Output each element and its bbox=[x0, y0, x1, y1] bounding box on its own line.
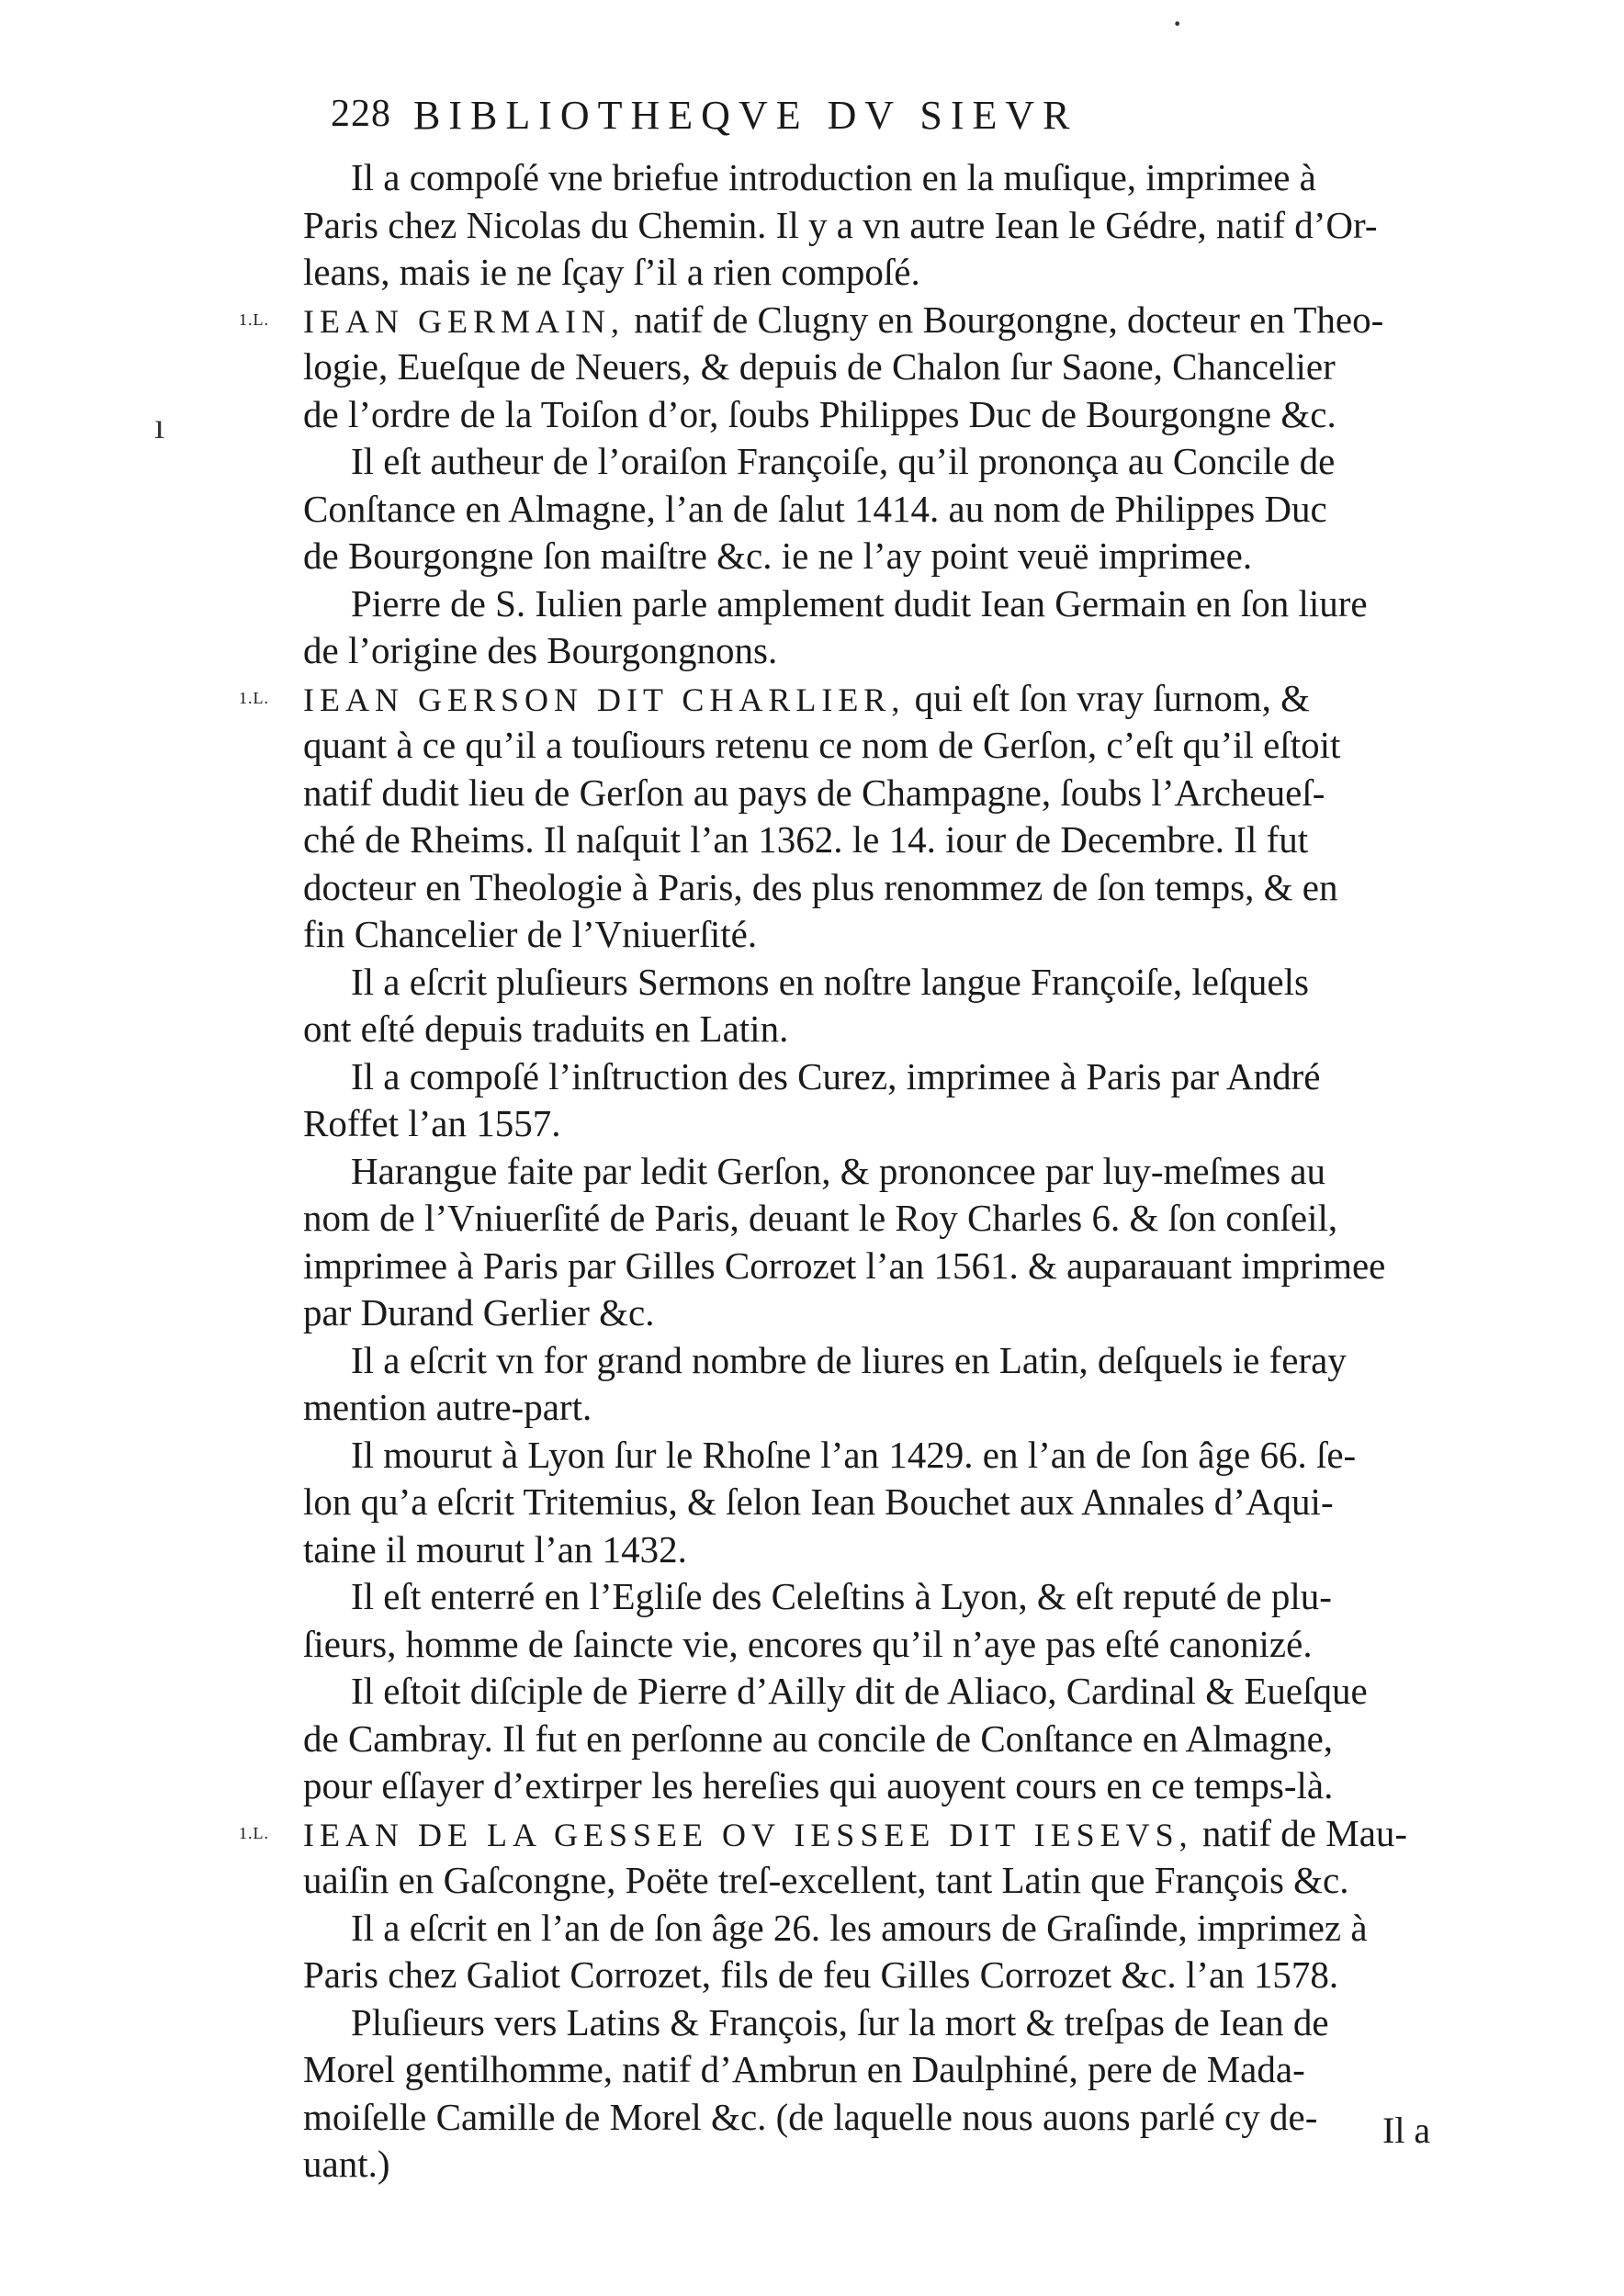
text-line bbox=[303, 722, 1451, 770]
margin-note: 1.L. bbox=[239, 688, 269, 707]
line-text: Paris chez Galiot Corrozet, fils de feu Gilles Corrozet &c. l’an 1578. bbox=[303, 1953, 1339, 1996]
text-line bbox=[303, 391, 1451, 439]
text-line bbox=[303, 1006, 1451, 1053]
entry-line bbox=[239, 1810, 1451, 1858]
line-text: ont eſté depuis traduits en Latin. bbox=[303, 1007, 789, 1050]
text-line bbox=[303, 816, 1451, 864]
entry-line bbox=[239, 297, 1451, 344]
line-text: ſieurs, homme de ſaincte vie, encores qu’il n’aye pas eſté canonizé. bbox=[303, 1622, 1313, 1665]
text-line bbox=[303, 1148, 1451, 1196]
text-line bbox=[303, 1479, 1451, 1526]
line-text: Pierre de S. Iulien parle amplement dudit Iean Germain en ſon liure bbox=[351, 581, 1368, 625]
text-line bbox=[303, 1905, 1451, 1953]
text-line bbox=[303, 1195, 1451, 1243]
text-line bbox=[303, 1857, 1451, 1905]
text-line bbox=[303, 911, 1451, 959]
line-text: de l’ordre de la Toiſon d’or, ſoubs Philippes Duc de Bourgongne &c. bbox=[303, 392, 1336, 435]
text-line bbox=[303, 1762, 1451, 1810]
line-text: fin Chancelier de l’Vniuerſité. bbox=[303, 913, 758, 955]
entry-line bbox=[239, 675, 1451, 723]
line-text: qui eſt ſon vray ſurnom, & bbox=[905, 676, 1311, 719]
text-line bbox=[303, 1384, 1451, 1432]
line-text: Roffet l’an 1557. bbox=[303, 1102, 561, 1144]
page-header bbox=[331, 92, 1286, 147]
line-text: Il eſt enterré en l’Egliſe des Celeſtins à Lyon, & eſt reputé de plu- bbox=[351, 1575, 1332, 1617]
text-line bbox=[303, 627, 1451, 675]
text-line bbox=[303, 1243, 1451, 1290]
line-text: Il a compoſé vne briefue introduction en la muſique, imprimee à bbox=[351, 156, 1316, 198]
margin-mark: · bbox=[1171, 3, 1184, 44]
line-text: nom de l’Vniuerſité de Paris, deuant le Roy Charles 6. & ſon conſeil, bbox=[303, 1197, 1338, 1239]
line-text: uant.) bbox=[303, 2143, 390, 2185]
line-text: Il a compoſé l’inſtruction des Curez, imprimee à Paris par André bbox=[351, 1054, 1321, 1097]
text-line bbox=[303, 1053, 1451, 1101]
line-text: Il a eſcrit en l’an de ſon âge 26. les amours de Graſinde, imprimez à bbox=[351, 1906, 1368, 1949]
line-text: par Durand Gerlier &c. bbox=[303, 1291, 655, 1334]
line-text: Il mourut à Lyon ſur le Rhoſne l’an 1429. en l’an de ſon âge 66. ſe- bbox=[351, 1433, 1357, 1476]
line-text: Paris chez Nicolas du Chemin. Il y a vn autre Iean le Gédre, natif d’Or- bbox=[303, 203, 1378, 246]
text-line bbox=[303, 2094, 1451, 2142]
line-text: imprimee à Paris par Gilles Corrozet l’an 1561. & auparauant imprimee bbox=[303, 1244, 1386, 1287]
line-text: Il eſtoit diſciple de Pierre d’Ailly dit de Aliaco, Cardinal & Eueſque bbox=[351, 1670, 1368, 1712]
text-line bbox=[303, 2141, 1451, 2189]
line-text: lon qu’a eſcrit Tritemius, & ſelon Iean Bouchet aux Annales d’Aqui- bbox=[303, 1480, 1334, 1523]
line-text: pour eſſayer d’extirper les hereſies qui auoyent cours en ce temps-là. bbox=[303, 1764, 1334, 1806]
text-line bbox=[303, 1432, 1451, 1480]
entry-heading: IEAN DE LA GESSEE OV IESSEE DIT IESEVS, bbox=[303, 1816, 1193, 1853]
text-line bbox=[303, 533, 1451, 580]
line-text: taine il mourut l’an 1432. bbox=[303, 1527, 687, 1570]
text-body bbox=[239, 154, 1451, 2189]
margin-note: 1.L. bbox=[239, 1823, 269, 1842]
text-line bbox=[303, 1100, 1451, 1148]
entry-heading: IEAN GERMAIN, bbox=[303, 302, 625, 340]
text-line bbox=[303, 343, 1451, 391]
text-line bbox=[303, 1716, 1451, 1763]
line-text: Conſtance en Almagne, l’an de ſalut 1414. au nom de Philippes Duc bbox=[303, 487, 1327, 530]
text-line bbox=[303, 959, 1451, 1007]
text-line bbox=[303, 1999, 1451, 2047]
line-text: Il a eſcrit vn for grand nombre de liures en Latin, deſquels ie feray bbox=[351, 1338, 1347, 1381]
page-number: 228 bbox=[331, 93, 391, 135]
line-text: quant à ce qu’il a touſiours retenu ce nom de Gerſon, c’eſt qu’il eſtoit bbox=[303, 724, 1341, 766]
line-text: natif de Clugny en Bourgongne, docteur en Theo- bbox=[624, 298, 1384, 341]
line-text: leans, mais ie ne ſçay ſ’il a rien compoſé. bbox=[303, 251, 920, 293]
text-line bbox=[303, 770, 1451, 817]
text-line bbox=[303, 1573, 1451, 1621]
line-text: de Bourgongne ſon maiſtre &c. ie ne l’ay point veuë imprimee. bbox=[303, 535, 1253, 577]
text-line bbox=[303, 1337, 1451, 1385]
line-text: docteur en Theologie à Paris, des plus renommez de ſon temps, & en bbox=[303, 865, 1338, 908]
text-line bbox=[303, 1621, 1451, 1669]
line-text: natif dudit lieu de Gerſon au pays de Champagne, ſoubs l’Archeueſ- bbox=[303, 771, 1325, 814]
text-line bbox=[303, 1526, 1451, 1574]
margin-note: 1.L. bbox=[239, 310, 269, 329]
text-line bbox=[303, 486, 1451, 534]
text-line bbox=[303, 249, 1451, 297]
line-text: ché de Rheims. Il naſquit l’an 1362. le 14. iour de Decembre. Il fut bbox=[303, 818, 1309, 861]
text-line bbox=[303, 154, 1451, 202]
line-text: Pluſieurs vers Latins & François, ſur la mort & treſpas de Iean de bbox=[351, 2000, 1329, 2043]
line-text: Harangue faite par ledit Gerſon, & prononcee par luy-meſmes au bbox=[351, 1149, 1326, 1192]
text-line bbox=[303, 1952, 1451, 1999]
line-text: Il a eſcrit pluſieurs Sermons en noſtre langue Françoiſe, leſquels bbox=[351, 960, 1309, 1003]
line-text: mention autre-part. bbox=[303, 1386, 592, 1428]
line-text: de l’origine des Bourgongnons. bbox=[303, 629, 778, 671]
running-title: BIBLIOTHEQVE DV SIEVR bbox=[413, 93, 1078, 138]
margin-mark: ı bbox=[154, 405, 165, 446]
text-line bbox=[303, 1668, 1451, 1716]
line-text: Morel gentilhomme, natif d’Ambrun en Daulphiné, pere de Mada- bbox=[303, 2048, 1305, 2090]
line-text: natif de Mau- bbox=[1192, 1811, 1408, 1854]
text-line bbox=[303, 438, 1451, 486]
text-line bbox=[303, 580, 1451, 628]
line-text: moiſelle Camille de Morel &c. (de laquelle nous auons parlé cy de- bbox=[303, 2095, 1318, 2138]
text-line bbox=[303, 202, 1451, 250]
line-text: uaiſin en Gaſcongne, Poëte treſ-excellent, tant Latin que François &c. bbox=[303, 1859, 1349, 1901]
text-line bbox=[303, 2046, 1451, 2094]
text-line bbox=[303, 1289, 1451, 1337]
line-text: de Cambray. Il fut en perſonne au concile de Conſtance en Almagne, bbox=[303, 1716, 1334, 1760]
text-line bbox=[303, 864, 1451, 912]
entry-heading: IEAN GERSON DIT CHARLIER, bbox=[303, 681, 906, 718]
catchword: Il a bbox=[1382, 2110, 1431, 2151]
line-text: logie, Eueſque de Neuers, & depuis de Chalon ſur Saone, Chancelier bbox=[303, 345, 1336, 388]
line-text: Il eſt autheur de l’oraiſon Françoiſe, qu’il prononça au Concile de bbox=[351, 440, 1336, 482]
